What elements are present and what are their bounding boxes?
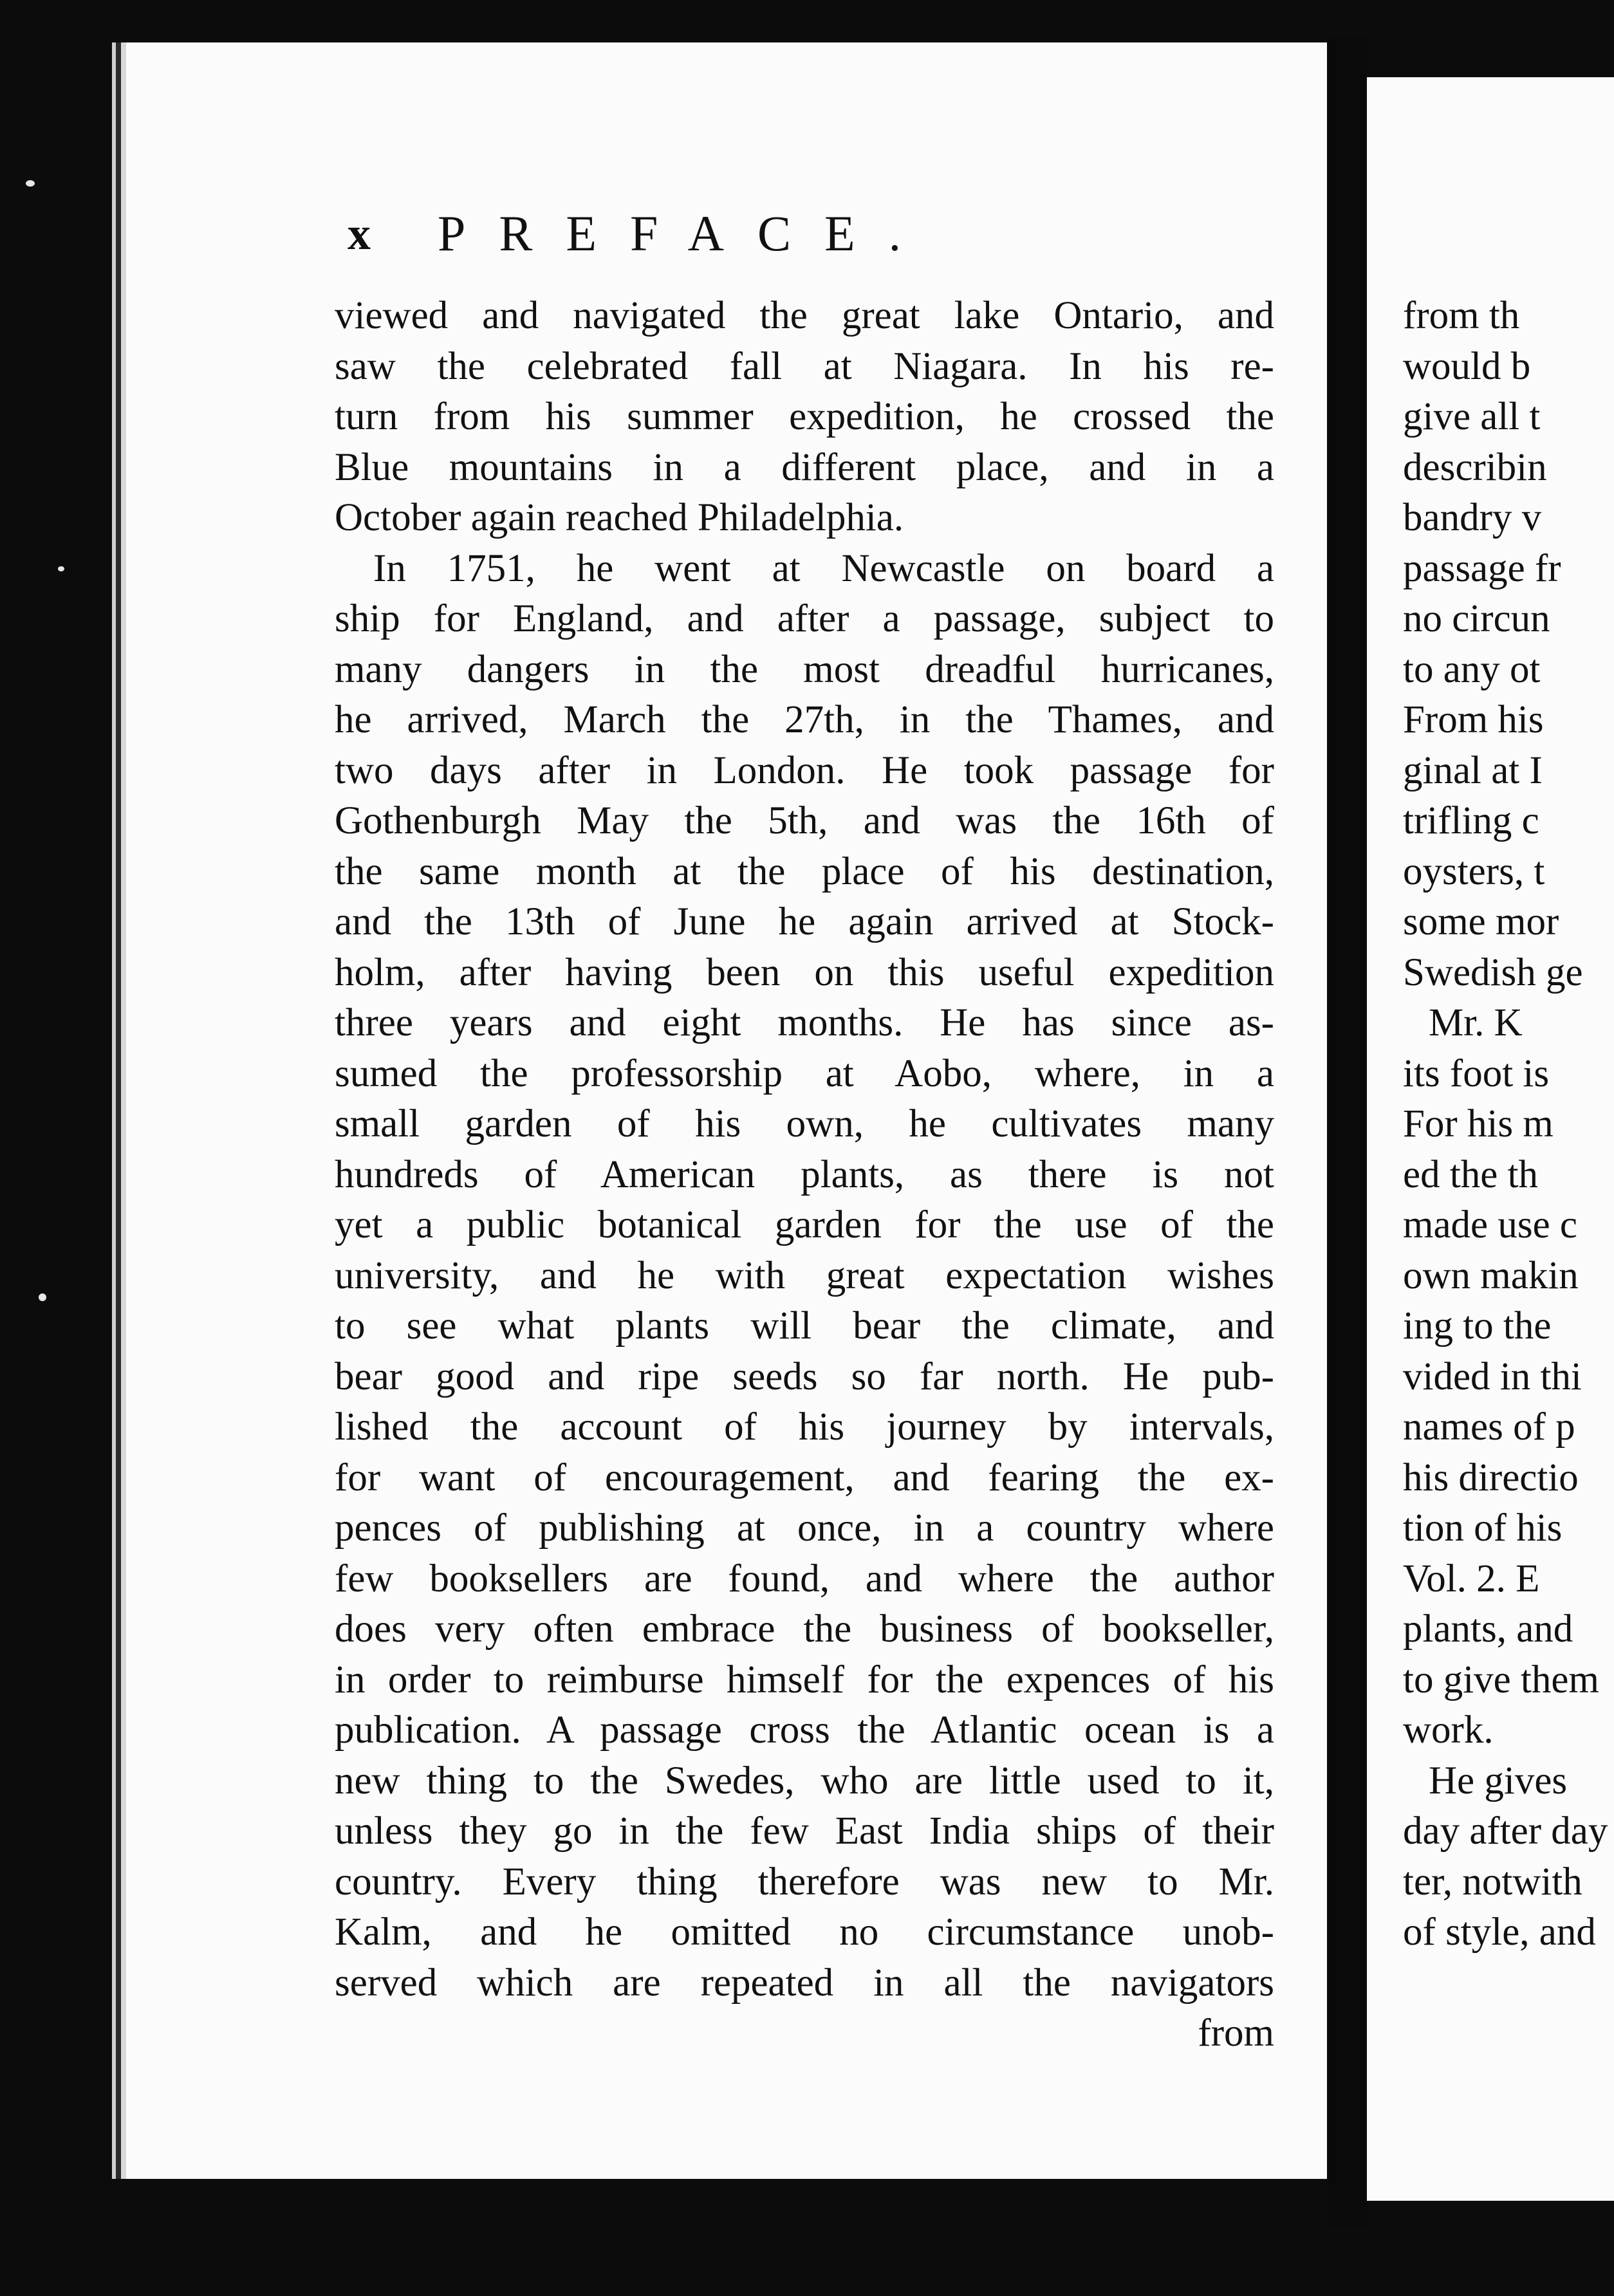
catchword: from [1198, 2012, 1274, 2055]
text-line: viewed and navigated the great lake Ontario, and [335, 294, 1274, 337]
text-line: turn from his summer expedition, he crossed the [335, 395, 1274, 438]
text-line: ter, notwith [1403, 1860, 1582, 1903]
text-line: made use c [1403, 1203, 1577, 1246]
text-line: pences of publishing at once, in a country where [335, 1506, 1274, 1550]
text-line: In 1751, he went at Newcastle on board a [373, 546, 1274, 590]
left-page-text [335, 291, 1274, 2059]
text-line: to see what plants will bear the climate, and [335, 1304, 1274, 1347]
text-line: ship for England, and after a passage, subject to [335, 597, 1274, 640]
text-line: plants, and [1403, 1607, 1573, 1651]
text-line: some mor [1403, 900, 1559, 943]
right-page-text [1377, 291, 1614, 1958]
text-line: Blue mountains in a different place, and in a [335, 445, 1274, 489]
text-line: holm, after having been on this useful expedition [335, 950, 1274, 994]
text-line: three years and eight months. He has since as- [335, 1001, 1274, 1044]
margin-speck [26, 180, 35, 187]
text-line: hundreds of American plants, as there is not [335, 1153, 1274, 1196]
text-line: He gives [1429, 1759, 1568, 1802]
text-line: his directio [1403, 1456, 1579, 1499]
text-line: and the 13th of June he again arrived at Stock- [335, 900, 1274, 943]
text-line: sumed the professorship at Aobo, where, in a [335, 1051, 1274, 1095]
text-line: its foot is [1403, 1051, 1550, 1095]
text-line: country. Every thing therefore was new to Mr. [335, 1860, 1274, 1903]
text-line: October again reached Philadelphia. [335, 496, 904, 539]
text-line: ing to the [1403, 1304, 1552, 1347]
text-line: few booksellers are found, and where the author [335, 1557, 1274, 1600]
text-line: unless they go in the few East India ships of their [335, 1810, 1274, 1853]
text-line: saw the celebrated fall at Niagara. In his re- [335, 344, 1274, 388]
text-line: From his [1403, 698, 1544, 741]
text-line: ginal at I [1403, 748, 1543, 792]
text-line: For his m [1403, 1102, 1554, 1145]
text-line: new thing to the Swedes, who are little used to it, [335, 1759, 1274, 1802]
text-line: many dangers in the most dreadful hurricanes, [335, 647, 1274, 691]
text-line: the same month at the place of his destination, [335, 849, 1274, 893]
margin-speck [39, 1293, 46, 1301]
text-line: give all t [1403, 395, 1541, 438]
text-line: of style, and [1403, 1911, 1596, 1954]
text-line: vided in thi [1403, 1355, 1582, 1398]
text-line: no circun [1403, 597, 1550, 640]
text-line: would b [1403, 344, 1531, 388]
text-line: in order to reimburse himself for the expences of his [335, 1658, 1274, 1701]
text-line: oysters, t [1403, 849, 1545, 893]
text-line: lished the account of his journey by intervals, [335, 1405, 1274, 1449]
text-line: from th [1403, 294, 1520, 337]
text-line: bear good and ripe seeds so far north. He pub- [335, 1355, 1274, 1398]
text-line: day after day [1403, 1810, 1608, 1853]
page-header [348, 205, 1107, 263]
text-line: yet a public botanical garden for the use of the [335, 1203, 1274, 1246]
text-line: publication. A passage cross the Atlantic ocean is a [335, 1708, 1274, 1752]
running-title: PREFACE. [438, 205, 935, 261]
text-line: university, and he with great expectation wishes [335, 1254, 1274, 1297]
text-line: tion of his [1403, 1506, 1563, 1550]
text-line: trifling c [1403, 799, 1539, 842]
text-line: two days after in London. He took passage for [335, 748, 1274, 792]
text-line: names of p [1403, 1405, 1575, 1449]
text-line: does very often embrace the business of bookseller, [335, 1607, 1274, 1651]
text-line: to give them [1403, 1658, 1599, 1701]
text-line: bandry v [1403, 496, 1542, 539]
text-line: for want of encouragement, and fearing the ex- [335, 1456, 1274, 1499]
text-line: he arrived, March the 27th, in the Thames, and [335, 698, 1274, 741]
text-line: own makin [1403, 1254, 1579, 1297]
text-line: served which are repeated in all the navigators [335, 1961, 1274, 2004]
text-line: work. [1403, 1708, 1494, 1752]
text-line: Swedish ge [1403, 950, 1583, 994]
text-line: describin [1403, 445, 1547, 489]
text-line: small garden of his own, he cultivates many [335, 1102, 1274, 1145]
text-line: Vol. 2. E [1403, 1557, 1540, 1600]
text-line: to any ot [1403, 647, 1541, 691]
text-line: passage fr [1403, 546, 1561, 590]
page-number: x [348, 207, 371, 259]
book-gutter [1327, 39, 1367, 2227]
text-line: Kalm, and he omitted no circumstance unob- [335, 1911, 1274, 1954]
margin-speck [58, 566, 64, 571]
text-line: Gothenburgh May the 5th, and was the 16th of [335, 799, 1274, 842]
text-line: ed the th [1403, 1153, 1539, 1196]
text-line: Mr. K [1429, 1001, 1523, 1044]
